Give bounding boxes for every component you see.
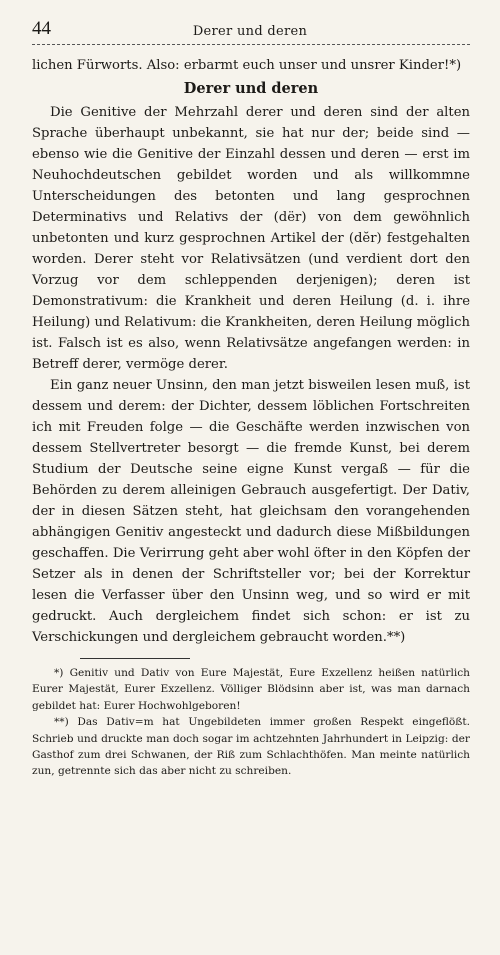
header-rule	[32, 44, 470, 45]
intro-paragraph: lichen Fürworts. Also: erbarmt euch unser und unsrer Kinder!*)	[32, 58, 462, 73]
footnotes	[32, 665, 470, 780]
footnote-2: **) Das Dativ=m hat Ungebildeten immer großen Respekt eingeflößt. Schrieb und druckte man doch sogar im achtzehnten Jahrhundert in Leipzig: der Gasthof zum drei Schwanen, der Riß zum Schlachthöfen. Man meinte natürlich zun, getrennte sich das aber nicht zu schreiben.	[32, 716, 470, 778]
page-body	[32, 55, 470, 648]
footnote-1: *) Genitiv und Dativ von Eure Majestät, Eure Exzellenz heißen natürlich Eurer Majestät, Eurer Exzellenz. Völliger Blödsinn aber ist, was man darnach gebildet hat: Eurer Hochwohlgeboren!	[32, 667, 470, 712]
section-heading: Derer und deren	[183, 80, 319, 97]
running-head: Derer und deren	[192, 24, 308, 39]
body-paragraph-2: Ein ganz neuer Unsinn, den man jetzt bisweilen lesen muß, ist dessem und derem: der Dichter, dessem löblichen Fortschreiten ich mit Freuden folge — die Geschäfte werden inzwischen von dessem Stellvertreter besorgt — die fremde Kunst, bei derem Studium der Deutsche seine eigne Kunst vergaß — für die Behörden zu derem alleinigen Gebrauch ausgefertigt. Der Dativ, der in diesen Sätzen steht, hat gleichsam den vorangehenden abhängigen Genitiv angesteckt und dadurch diese Mißbildungen geschaffen. Die Verirrung geht aber wohl öfter in den Köpfen der Setzer als in denen der Schriftsteller vor; bei der Korrektur lesen die Verfasser über den Unsinn weg, und so wird er mit gedruckt. Auch dergleichem findet sich schon: er ist zu Verschickungen und dergleichem gebraucht worden.**)	[32, 378, 470, 645]
page-number: 44	[32, 18, 51, 39]
footnote-rule	[80, 658, 190, 659]
body-paragraph-1: Die Genitive der Mehrzahl derer und deren sind der alten Sprache überhaupt unbekannt, sie hat nur der; beide sind — ebenso wie die Genitive der Einzahl dessen und deren — erst im Neuhochdeutschen gebildet worden und als willkommne Unterscheidungen des betonten und lang gesprochnen Determinativs und Relativs der (dër) von dem gewöhnlich unbetonten und kurz gesprochnen Artikel der (dĕr) festgehalten worden. Derer steht vor Relativsätzen (und verdient dort den Vorzug vor dem schleppenden derjenigen); deren ist Demonstrativum: die Krankheit und deren Heilung (d. i. ihre Heilung) und Relativum: die Krankheiten, deren Heilung möglich ist. Falsch ist es also, wenn Relativsätze angefangen werden: in Betreff derer, vermöge derer.	[32, 105, 470, 372]
